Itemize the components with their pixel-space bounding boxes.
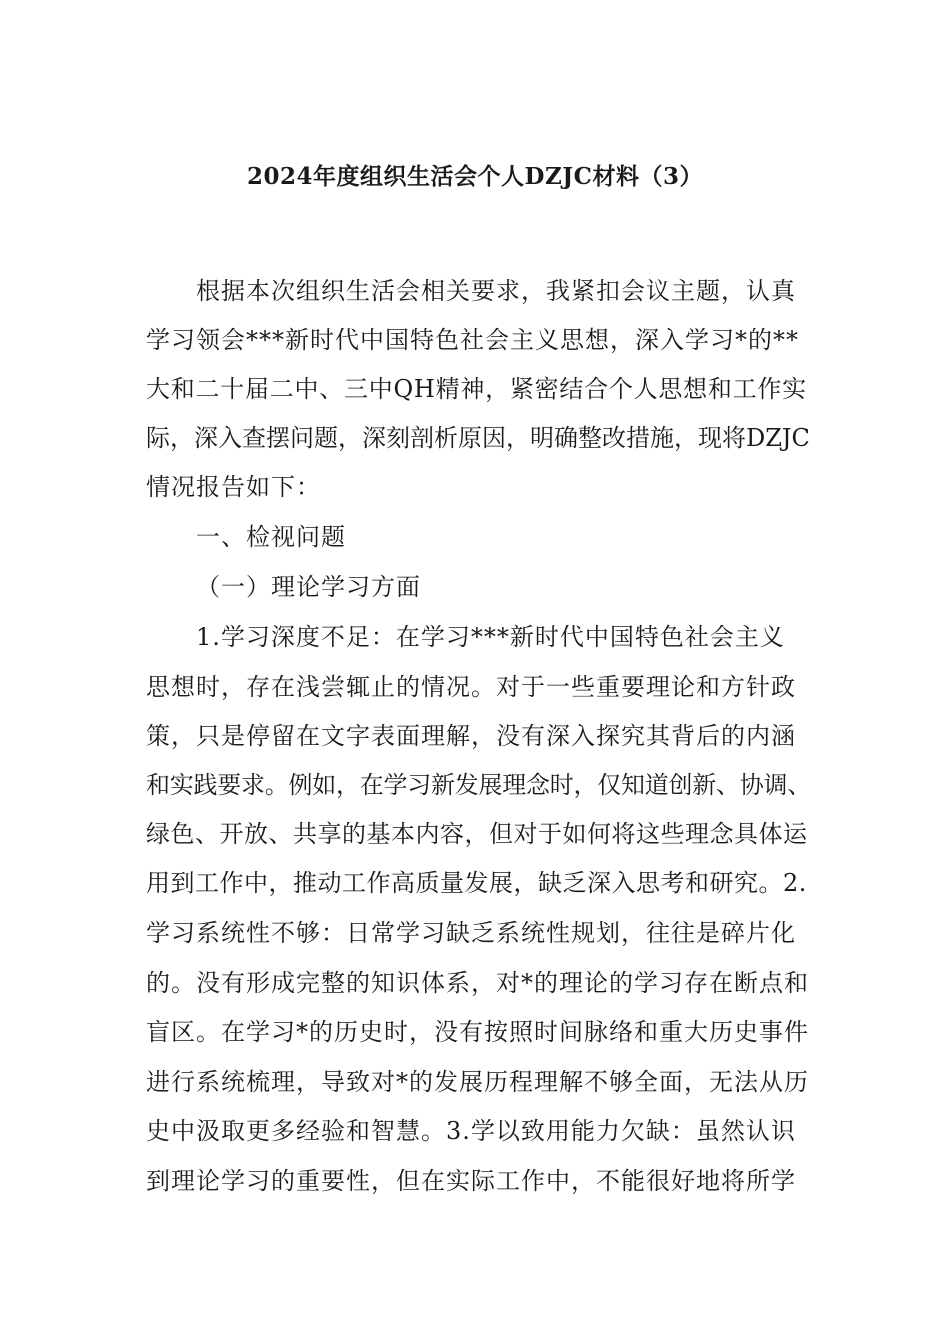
body-line: 和实践要求。例如，在学习新发展理念时，仅知道创新、协调、 [146, 771, 811, 799]
body-line: 进行系统梳理，导致对*的发展历程理解不够全面，无法从历 [146, 1068, 809, 1096]
body-line: 根据本次组织生活会相关要求，我紧扣会议主题，认真 [196, 277, 796, 305]
body-line: 思想时，存在浅尝辄止的情况。对于一些重要理论和方针政 [146, 673, 796, 701]
body-line: 到理论学习的重要性，但在实际工作中，不能很好地将所学 [146, 1167, 796, 1195]
body-line: 学习系统性不够：日常学习缺乏系统性规划，往往是碎片化 [146, 919, 796, 947]
body-line: 大和二十届二中、三中QH精神，紧密结合个人思想和工作实 [146, 375, 807, 403]
section-heading: 一、检视问题 [196, 523, 346, 551]
body-line: 情况报告如下： [146, 473, 321, 501]
body-line: 际，深入查摆问题，深刻剖析原因，明确整改措施，现将DZJC [146, 424, 810, 452]
body-line: 1.学习深度不足：在学习***新时代中国特色社会主义 [196, 623, 785, 651]
body-line: 绿色、开放、共享的基本内容，但对于如何将这些理念具体运 [146, 820, 808, 848]
body-line: 史中汲取更多经验和智慧。3.学以致用能力欠缺：虽然认识 [146, 1117, 796, 1145]
body-line: 盲区。在学习*的历史时，没有按照时间脉络和重大历史事件 [146, 1018, 809, 1046]
body-line: 用到工作中，推动工作高质量发展，缺乏深入思考和研究。2. [146, 869, 807, 897]
body-line: 学习领会***新时代中国特色社会主义思想，深入学习*的** [146, 326, 799, 354]
subsection-heading: （一）理论学习方面 [196, 573, 421, 601]
body-line: 策，只是停留在文字表面理解，没有深入探究其背后的内涵 [146, 722, 796, 750]
document-title: 2024年度组织生活会个人DZJC材料（3） [247, 163, 703, 190]
body-line: 的。没有形成完整的知识体系，对*的理论的学习存在断点和 [146, 969, 809, 997]
